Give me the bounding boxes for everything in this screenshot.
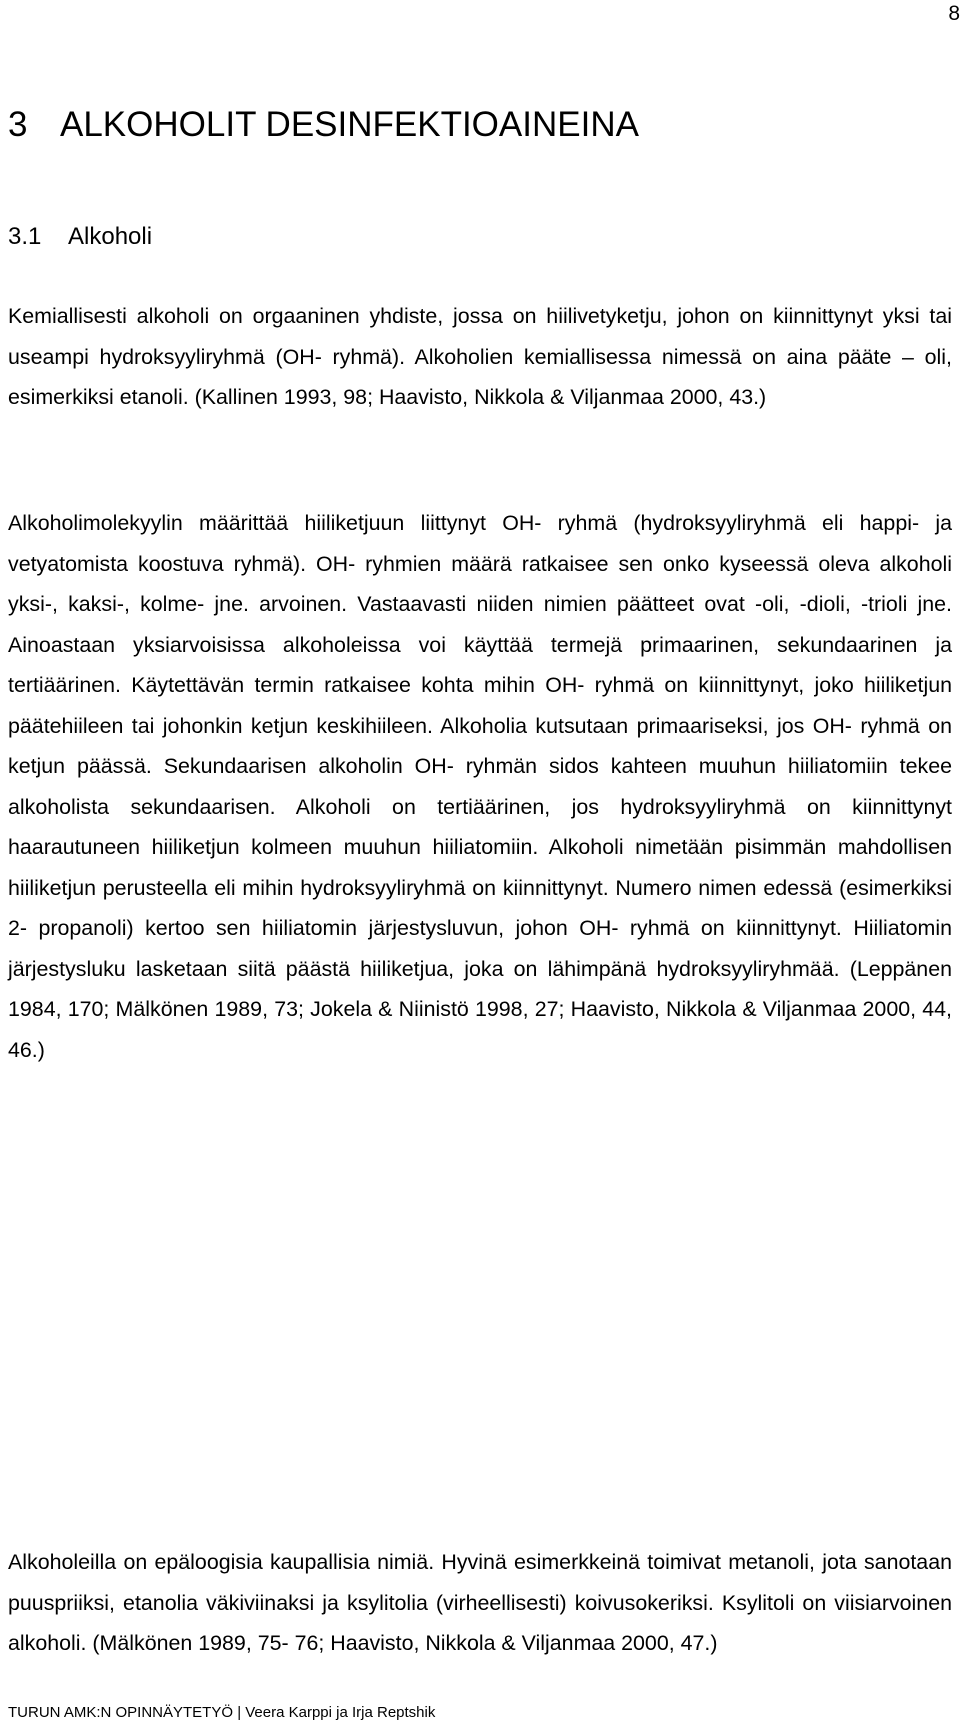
paragraph-classification: Alkoholimolekyylin määrittää hiiliketjuun liittynyt OH- ryhmä (hydroksyyliryhmä eli happi- ja vetyatomista koostuva ryhmä). OH- ryhmien määrä ratkaisee sen onko kyseessä oleva alkoholi yksi-, kaksi-, kolme- jne. arvoinen. Vastaavasti niiden nimien päätteet ovat -oli, -dioli, -trioli jne. Ainoastaan yksiarvoisissa alkoholeissa voi käyttää termejä primaarinen, sekundaarinen ja tertiäärinen. Käytettävän termin ratkaisee kohta mihin OH- ryhmä on kiinnittynyt, joko hiiliketjun päätehiileen tai johonkin ketjun keskihiileen. Alkoholia kutsutaan primaariseksi, jos OH- ryhmä on ketjun päässä. Sekundaarisen alkoholin OH- ryhmän sidos kahteen muuhun hiiliatomiin tekee alkoholista sekundaarisen. Alkoholi on tertiäärinen, jos hydroksyyliryhmä on kiinnittynyt haarautuneen hiiliketjun kolmeen muuhun hiiliatomiin. Alkoholi nimetään pisimmän mahdollisen hiiliketjun perusteella eli mihin hydroksyyliryhmä on kiinnittynyt. Numero nimen edessä (esimerkiksi 2- propanoli) kertoo sen hiiliatomin järjestysluvun, johon OH- ryhmä on kiinnittynyt. Hiiliatomin järjestysluku lasketaan siitä päästä hiiliketjua, joka on lähimpänä hydroksyyliryhmää. (Leppänen 1984, 170; Mälkönen 1989, 73; Jokela & Niinistö 1998, 27; Haavisto, Nikkola & Viljanmaa 2000, 44, 46.) — [8, 511, 952, 1062]
chapter-number: 3 — [8, 105, 28, 144]
section-number: 3.1 — [8, 223, 42, 250]
page-number: 8 — [948, 2, 960, 25]
paragraph-definition: Kemiallisesti alkoholi on orgaaninen yhdiste, jossa on hiilivetyketju, johon on kiinnittynyt yksi tai useampi hydroksyyliryhmä (OH- ryhmä). Alkoholien kemiallisessa nimessä on aina pääte – oli, esimerkiksi etanoli. (Kallinen 1993, 98; Haavisto, Nikkola & Viljanmaa 2000, 43.) — [8, 304, 952, 409]
section-title: Alkoholi — [68, 223, 153, 250]
paragraph-commercial-names: Alkoholeilla on epäloogisia kaupallisia nimiä. Hyvinä esimerkkeinä toimivat metanoli, jota sanotaan puuspriiksi, etanolia väkiviinaksi ja ksylitolia (virheellisesti) koivusokeriksi. Ksylitoli on viisiarvoinen alkoholi. (Mälkönen 1989, 75- 76; Haavisto, Nikkola & Viljanmaa 2000, 47.) — [8, 1550, 952, 1655]
page-footer: TURUN AMK:N OPINNÄYTETYÖ | Veera Karppi ja Irja Reptshik — [8, 1704, 436, 1721]
section-heading — [8, 222, 152, 252]
chapter-heading — [8, 103, 639, 147]
chapter-title: ALKOHOLIT DESINFEKTIOAINEINA — [60, 105, 639, 144]
